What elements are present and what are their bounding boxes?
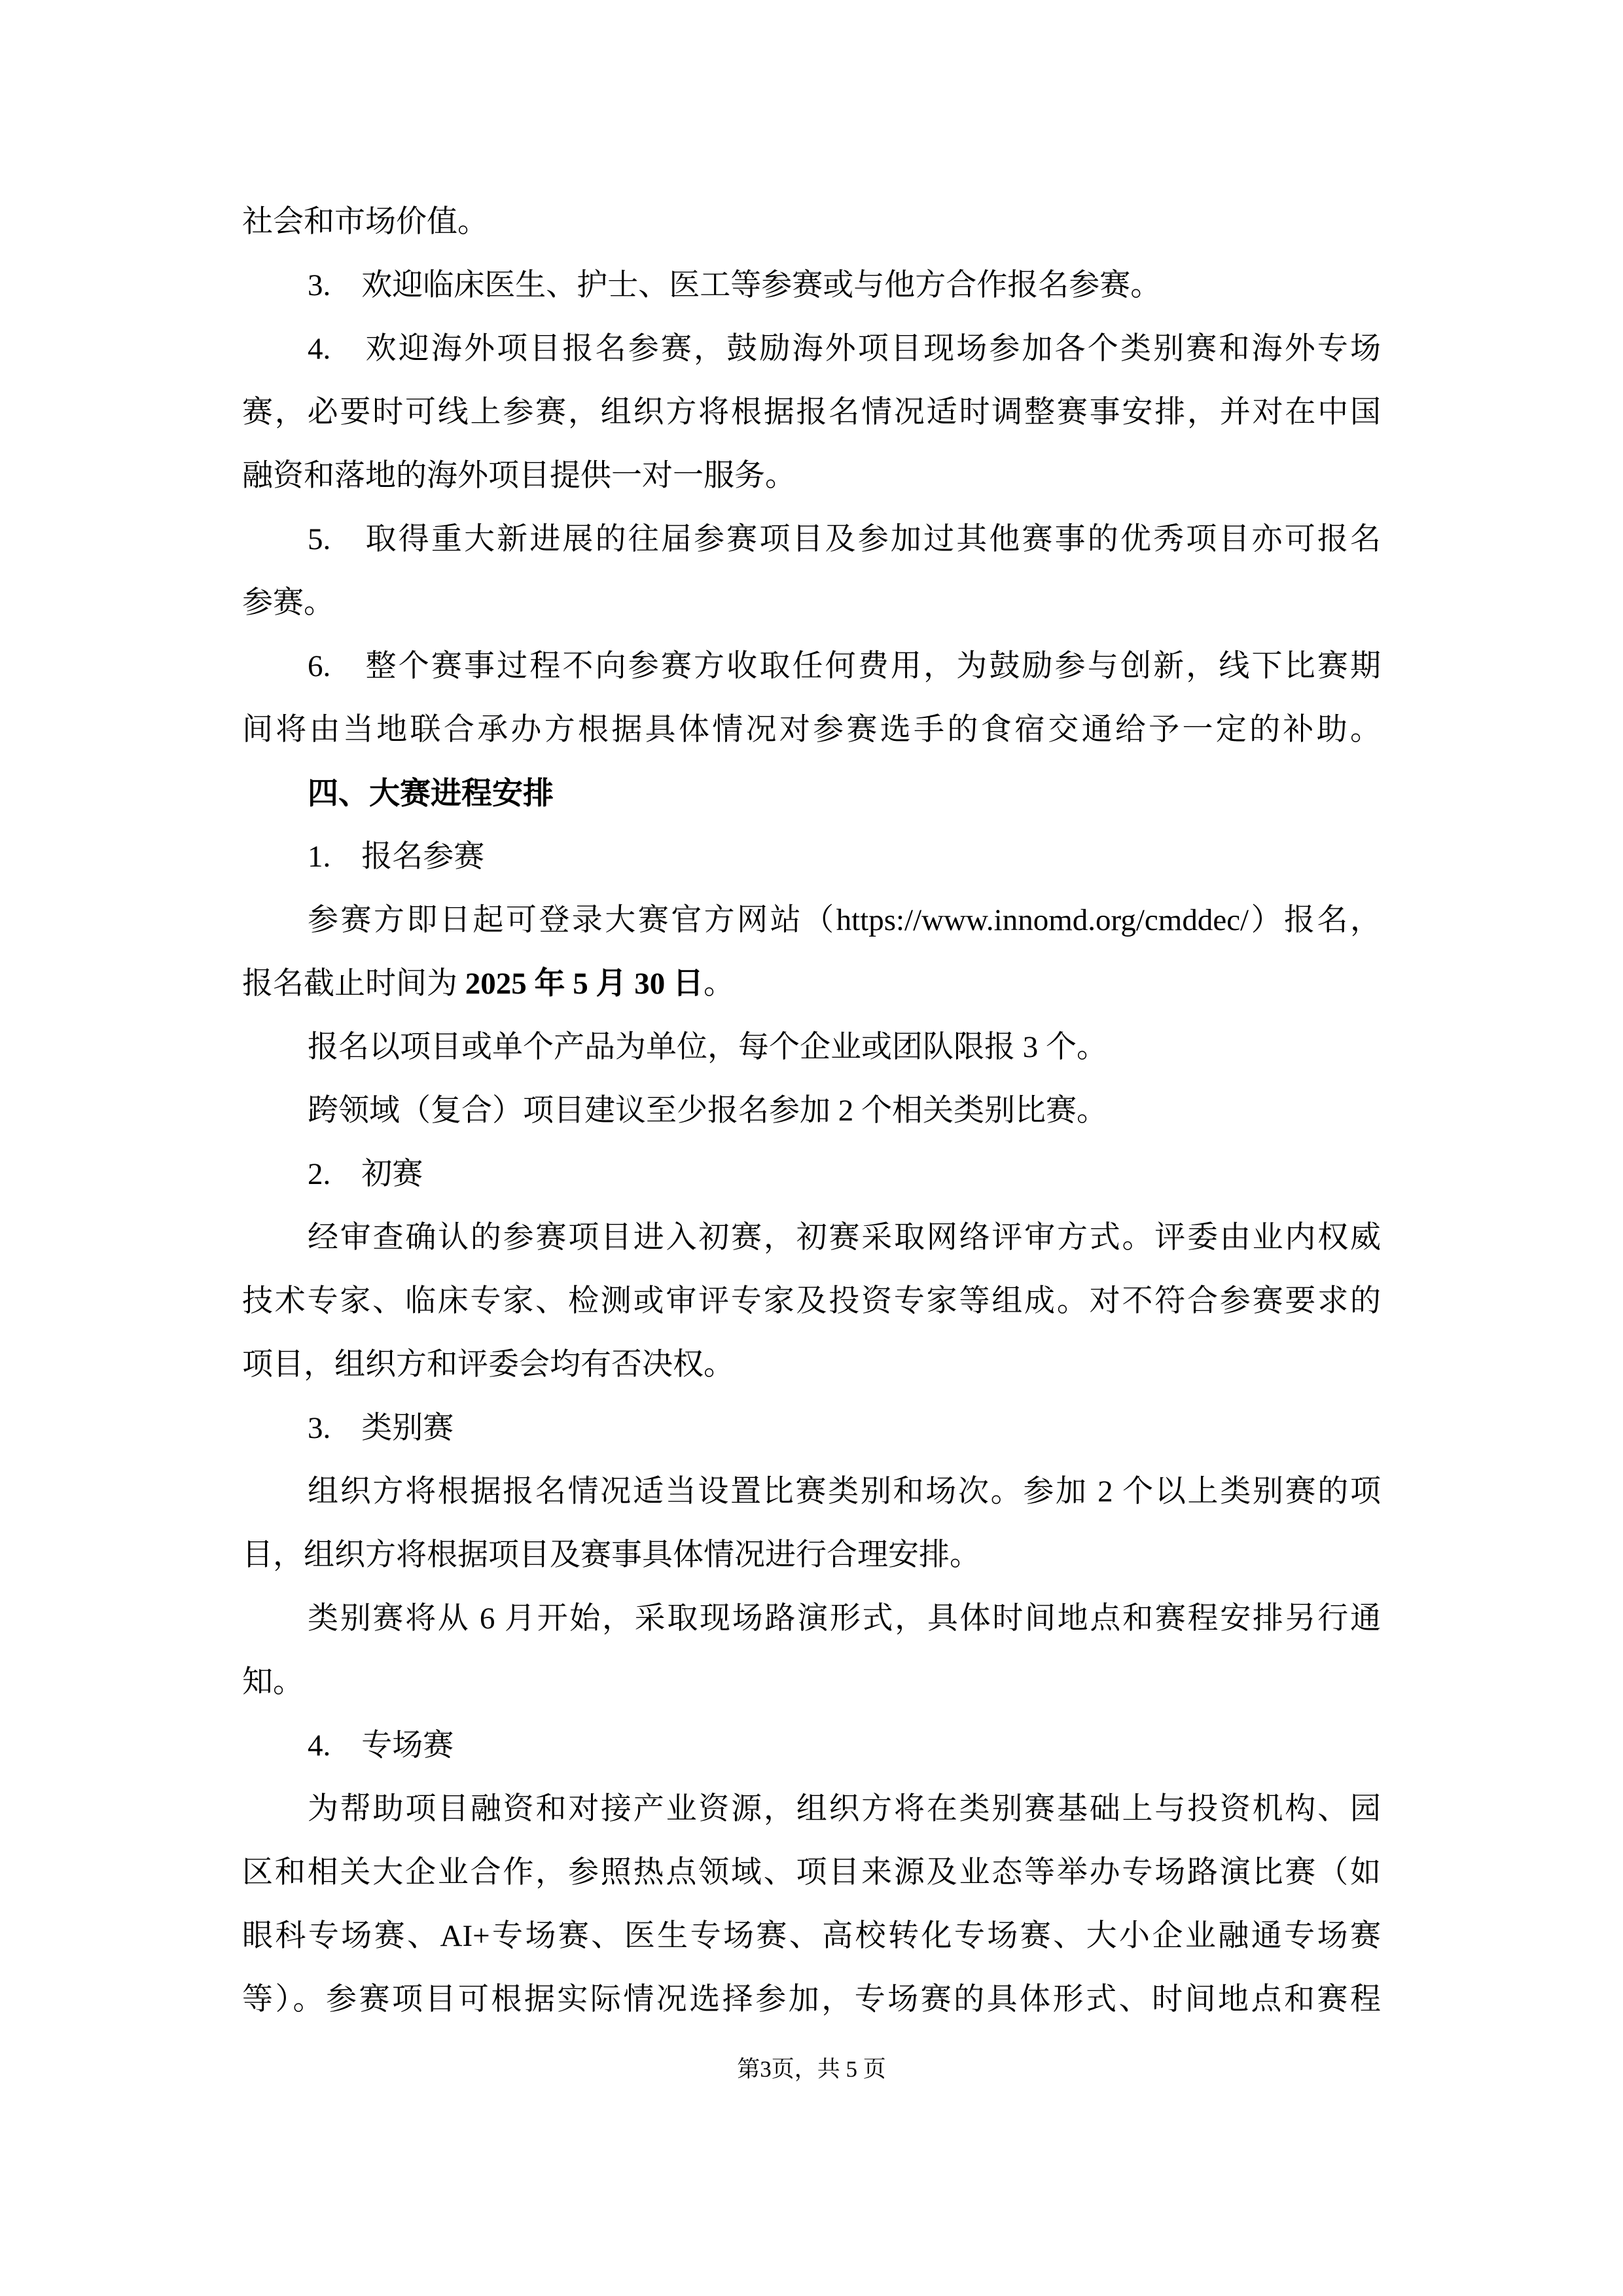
page-footer: 第3页，共 5 页 bbox=[737, 2056, 886, 2082]
official-website-url: https://www.innomd.org/cmddec/ bbox=[836, 903, 1249, 937]
subitem-2-preliminary: 2. 初赛 bbox=[308, 1157, 423, 1191]
text-line: 赛，必要时可线上参赛，组织方将根据报名情况适时调整赛事安排，并对在中国 bbox=[242, 395, 1381, 429]
list-item-3: 3. 欢迎临床医生、护士、医工等参赛或与他方合作报名参赛。 bbox=[308, 268, 1162, 302]
text-line: 报名以项目或单个产品为单位，每个企业或团队限报 3 个。 bbox=[308, 1030, 1107, 1064]
section-heading-4: 四、大赛进程安排 bbox=[308, 776, 554, 810]
subitem-3-category: 3. 类别赛 bbox=[308, 1411, 454, 1445]
text-line: 融资和落地的海外项目提供一对一服务。 bbox=[242, 459, 796, 493]
text-line: 间将由当地联合承办方根据具体情况对参赛选手的食宿交通给予一定的补助。 bbox=[242, 713, 1381, 747]
text-line: 区和相关大企业合作，参照热点领域、项目来源及业态等举办专场路演比赛（如 bbox=[242, 1856, 1381, 1890]
text-line bbox=[242, 965, 1381, 1003]
line-text: 报名截止时间为 bbox=[242, 967, 465, 1001]
text-line: 跨领域（复合）项目建议至少报名参加 2 个相关类别比赛。 bbox=[308, 1094, 1107, 1128]
registration-deadline-date: 2025 年 5 月 30 日 bbox=[465, 967, 704, 1001]
subitem-1-registration: 1. 报名参赛 bbox=[308, 840, 485, 874]
list-item-5: 5. 取得重大新进展的往届参赛项目及参加过其他赛事的优秀项目亦可报名 bbox=[308, 522, 1381, 556]
subitem-4-special: 4. 专场赛 bbox=[308, 1729, 454, 1763]
text-line: 参赛。 bbox=[242, 586, 334, 620]
text-line: 组织方将根据报名情况适当设置比赛类别和场次。参加 2 个以上类别赛的项 bbox=[308, 1475, 1381, 1509]
text-line: 技术专家、临床专家、检测或审评专家及投资专家等组成。对不符合参赛要求的 bbox=[242, 1284, 1381, 1318]
text-line: 眼科专场赛、AI+专场赛、医生专场赛、高校转化专场赛、大小企业融通专场赛 bbox=[242, 1919, 1381, 1953]
text-line bbox=[242, 901, 1381, 939]
text-line: 目，组织方将根据项目及赛事具体情况进行合理安排。 bbox=[242, 1538, 980, 1572]
line-text: 参赛方即日起可登录大赛官方网站（ bbox=[308, 903, 836, 937]
text-line: 项目，组织方和评委会均有否决权。 bbox=[242, 1348, 734, 1382]
text-line: 等）。参赛项目可根据实际情况选择参加，专场赛的具体形式、时间地点和赛程 bbox=[242, 1982, 1381, 2017]
list-item-6: 6. 整个赛事过程不向参赛方收取任何费用，为鼓励参与创新，线下比赛期 bbox=[308, 649, 1381, 683]
text-line: 社会和市场价值。 bbox=[242, 205, 488, 239]
text-line: 类别赛将从 6 月开始，采取现场路演形式，具体时间地点和赛程安排另行通 bbox=[308, 1602, 1381, 1636]
line-text: ）报名， bbox=[1249, 903, 1382, 937]
text-line: 经审查确认的参赛项目进入初赛，初赛采取网络评审方式。评委由业内权威 bbox=[308, 1221, 1381, 1255]
list-item-4: 4. 欢迎海外项目报名参赛，鼓励海外项目现场参加各个类别赛和海外专场 bbox=[308, 332, 1381, 366]
line-text: 。 bbox=[704, 967, 734, 1001]
text-line: 知。 bbox=[242, 1665, 304, 1699]
text-line: 为帮助项目融资和对接产业资源，组织方将在类别赛基础上与投资机构、园 bbox=[308, 1792, 1381, 1826]
